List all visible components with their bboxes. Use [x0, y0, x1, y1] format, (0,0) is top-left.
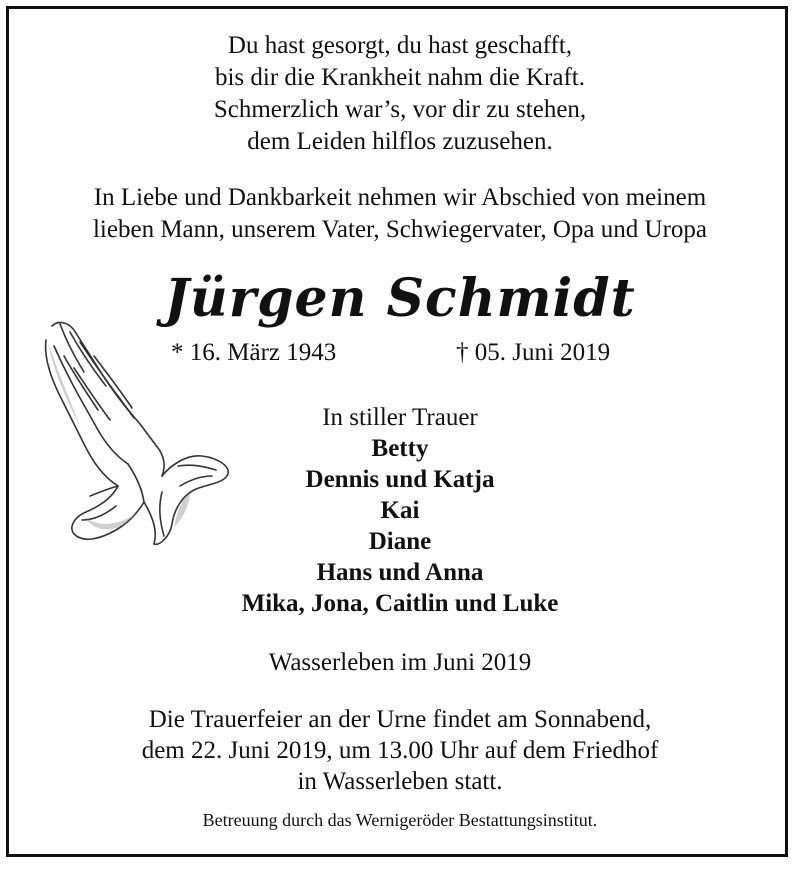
mourning-heading: In stiller Trauer [322, 404, 478, 431]
ceremony-line: in Wasserleben statt. [297, 768, 503, 795]
mourner-name: Betty [371, 435, 429, 462]
poem-line: dem Leiden hilflos zuzusehen. [247, 128, 553, 155]
poem-line: Schmerzlich war’s, vor dir zu stehen, [213, 96, 587, 123]
mourner-name: Mika, Jona, Caitlin und Luke [241, 590, 559, 617]
ceremony-line: Die Trauerfeier an der Urne findet am Sonnabend, [148, 706, 652, 733]
ceremony-line: dem 22. Juni 2019, um 13.00 Uhr auf dem Friedhof [141, 737, 659, 764]
mourner-name: Hans und Anna [316, 559, 484, 586]
death-date: † 05. Juni 2019 [456, 339, 611, 366]
mourner-name: Kai [380, 497, 420, 524]
mourner-name: Dennis und Katja [305, 466, 495, 493]
poem-line: Du hast gesorgt, du hast geschafft, [227, 32, 573, 59]
deceased-name: Jürgen Schmidt [164, 268, 636, 329]
birth-date: * 16. März 1943 [171, 339, 337, 366]
intro-line: In Liebe und Dankbarkeit nehmen wir Abschied von meinem [93, 184, 707, 211]
mourner-name: Diane [368, 528, 432, 555]
funeral-home-note: Betreuung durch das Wernigeröder Bestattungsinstitut. [202, 810, 598, 830]
place-date: Wasserleben im Juni 2019 [268, 649, 532, 676]
intro-line: lieben Mann, unserem Vater, Schwiegervater, Opa und Uropa [92, 216, 707, 243]
poem-line: bis dir die Krankheit nahm die Kraft. [214, 64, 586, 91]
